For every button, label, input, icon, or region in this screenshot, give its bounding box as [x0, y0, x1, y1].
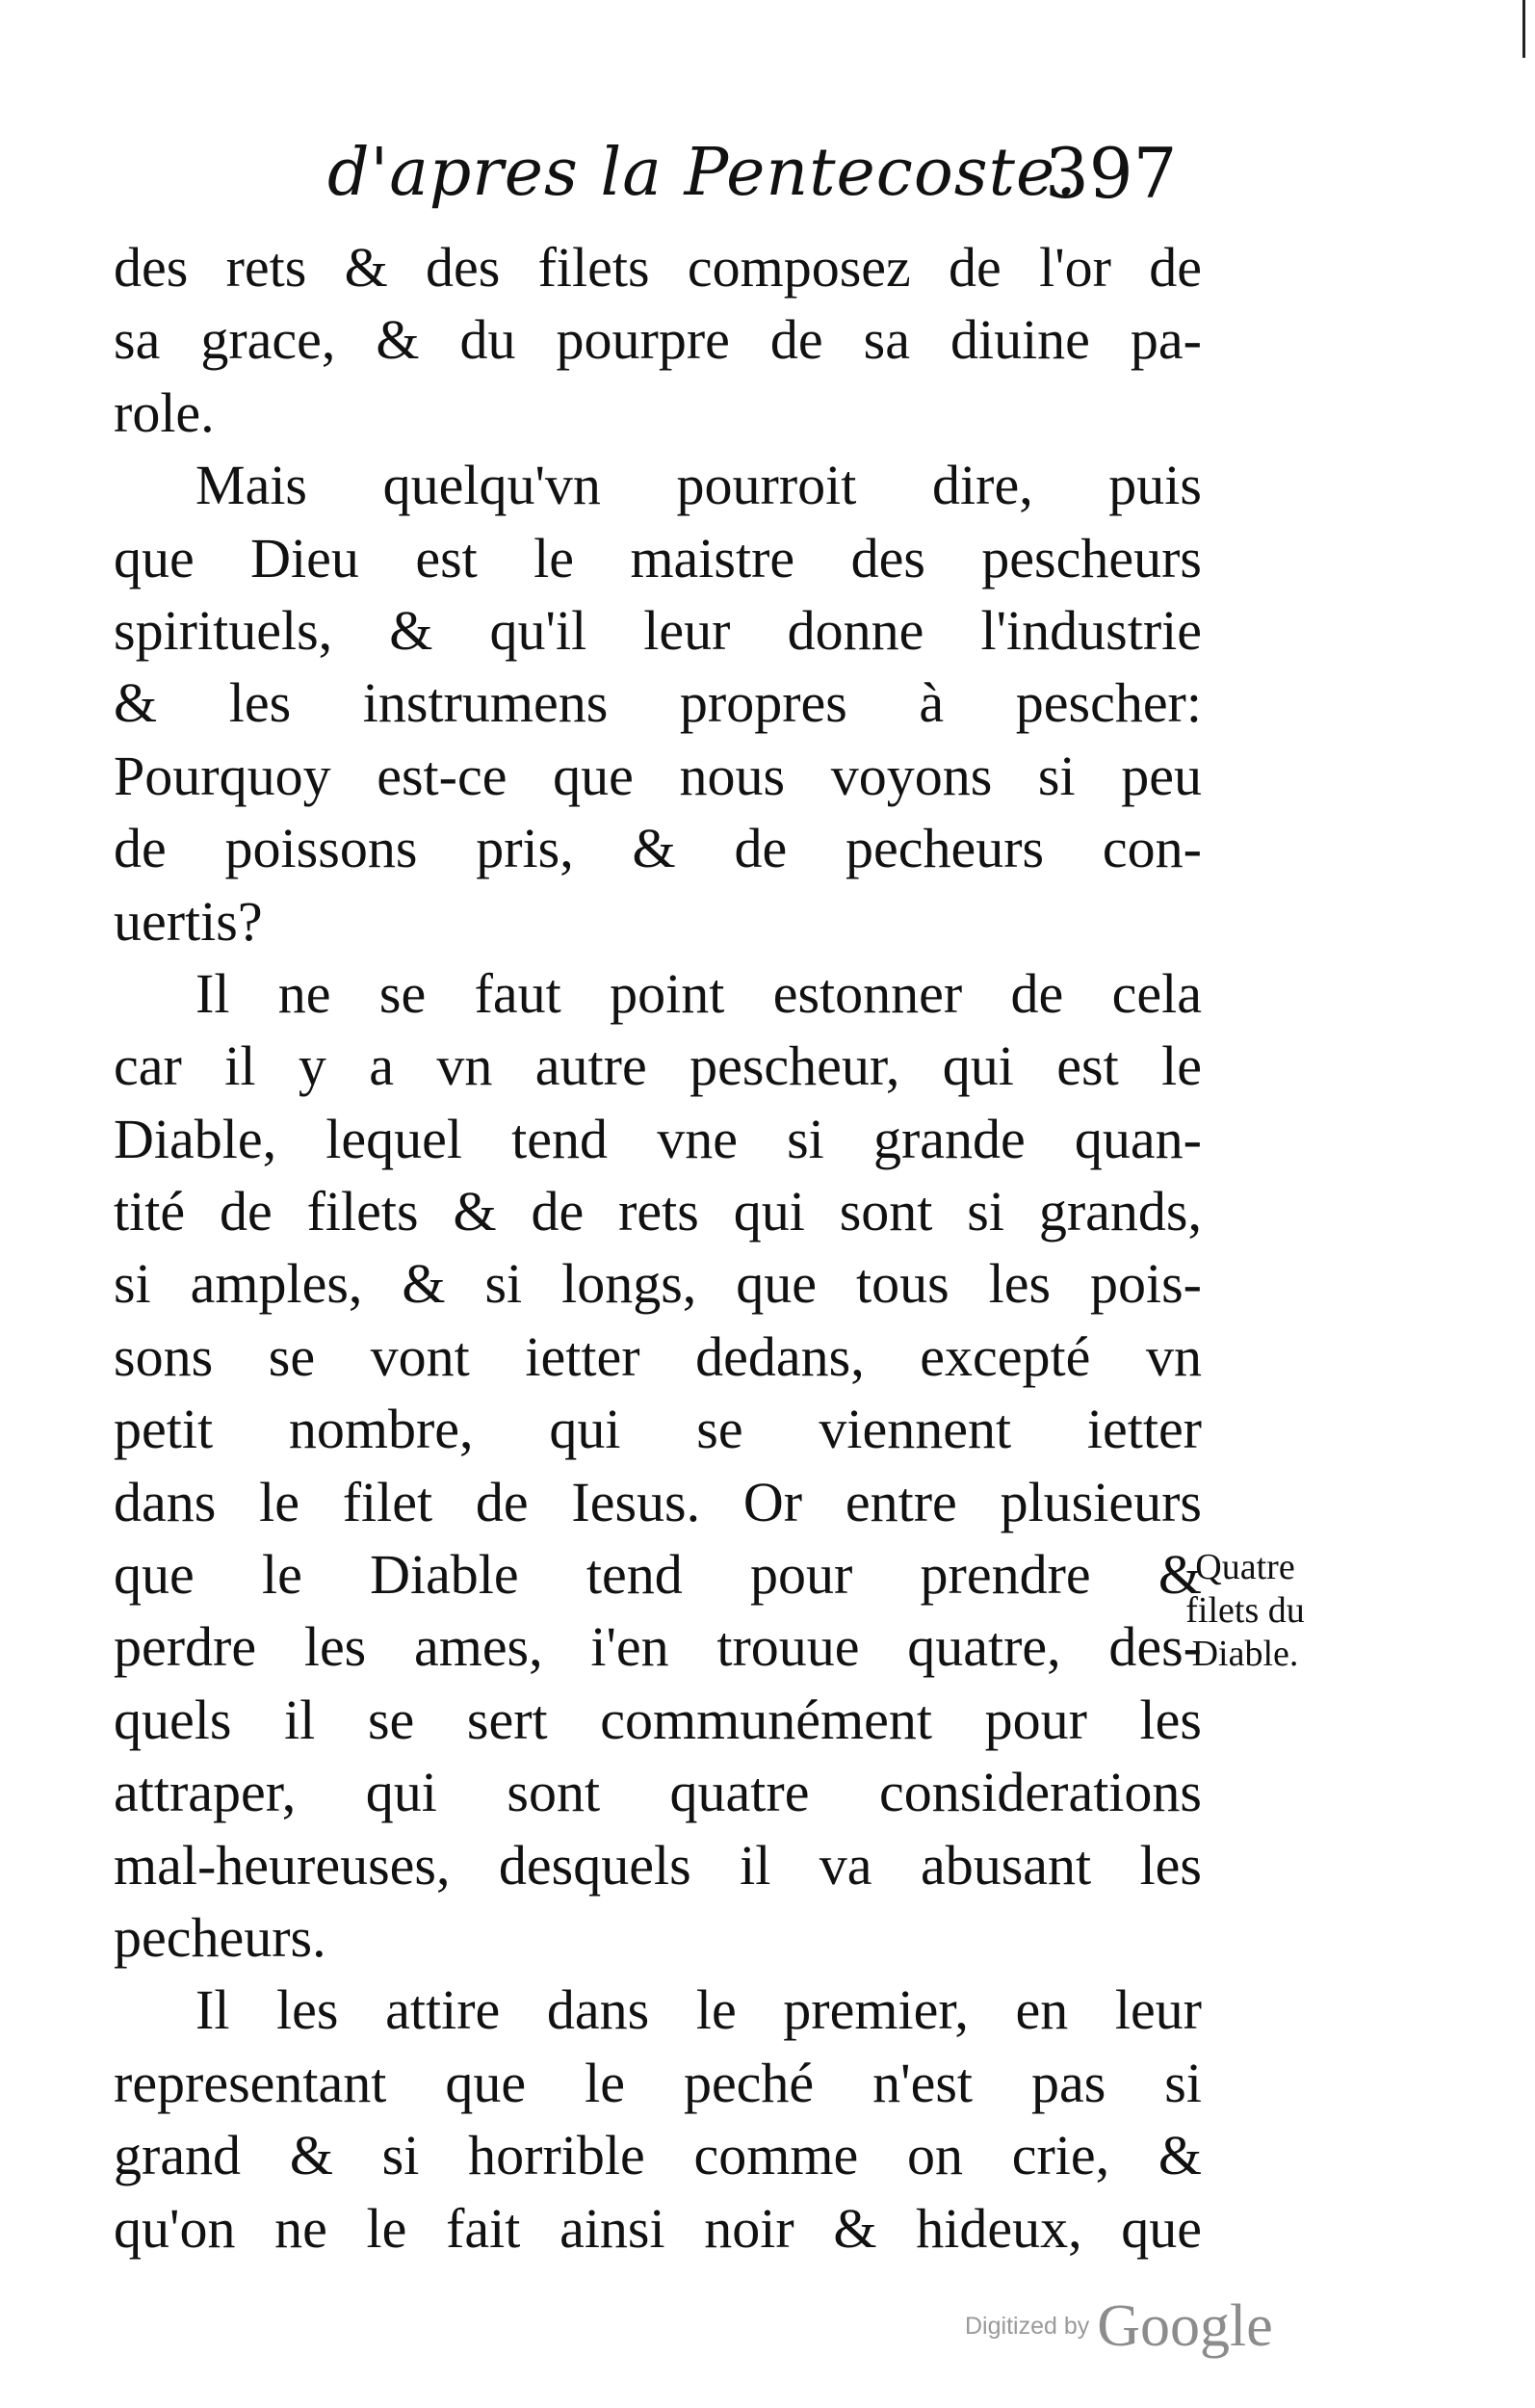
text-line: grand & si horrible comme on crie, & [114, 2124, 1202, 2187]
text-line: role. [114, 380, 215, 444]
text-line: tité de filets & de rets qui sont si grands, [114, 1180, 1202, 1243]
digitized-watermark [965, 2292, 1273, 2361]
text-line: que Dieu est le maistre des pescheurs [114, 526, 1202, 589]
text-line: des rets & des filets composez de l'or de [114, 236, 1202, 299]
text-line: mal-heureuses, desquels il va abusant les [114, 1833, 1202, 1897]
text-line: sa grace, & du pourpre de sa diuine pa- [114, 308, 1202, 372]
text-line: qu'on ne le fait ainsi noir & hideux, que [114, 2196, 1202, 2260]
margin-note-line: Quatre [1195, 1547, 1295, 1587]
text-line: que le Diable tend pour prendre & [114, 1543, 1202, 1607]
text-line: uertis? [114, 889, 263, 953]
text-line: quels il se sert communément pour les [114, 1688, 1202, 1751]
text-line: perdre les ames, i'en trouue quatre, des- [114, 1615, 1202, 1679]
text-line: car il y a vn autre pescheur, qui est le [114, 1034, 1202, 1098]
text-line: & les instrumens propres à pescher: [114, 671, 1202, 735]
text-line: Il les attire dans le premier, en leur [195, 1978, 1202, 2042]
text-line: dans le filet de Iesus. Or entre plusieurs [114, 1470, 1202, 1533]
page-edge-mark [1522, 0, 1525, 58]
margin-note [1173, 1546, 1317, 1676]
margin-note-line: filets du [1185, 1590, 1305, 1631]
text-line: attraper, qui sont quatre considerations [114, 1761, 1202, 1824]
text-line: si amples, & si longs, que tous les pois- [114, 1252, 1202, 1316]
margin-note-line: Diable. [1191, 1634, 1299, 1674]
google-logo: Google [1097, 2293, 1273, 2359]
body-text [114, 231, 1202, 2264]
text-line: Diable, lequel tend vne si grande quan- [114, 1107, 1202, 1170]
running-title: d'apres la Pentecoste. [327, 135, 1078, 211]
text-line: petit nombre, qui se viennent ietter [114, 1398, 1202, 1461]
text-line: representant que le peché n'est pas si [114, 2051, 1202, 2114]
text-line: Pourquoy est-ce que nous voyons si peu [114, 744, 1202, 807]
text-line: Il ne se faut point estonner de cela [195, 961, 1202, 1025]
text-line: sons se vont ietter dedans, excepté vn [114, 1324, 1202, 1388]
text-line: de poissons pris, & de pecheurs con- [114, 817, 1202, 880]
page-number: 397 [1045, 133, 1178, 214]
watermark-prefix: Digitized by [965, 2313, 1090, 2340]
text-line: pecheurs. [114, 1905, 326, 1969]
text-line: Mais quelqu'vn pourroit dire, puis [195, 454, 1202, 517]
text-line: spirituels, & qu'il leur donne l'industrie [114, 598, 1202, 662]
